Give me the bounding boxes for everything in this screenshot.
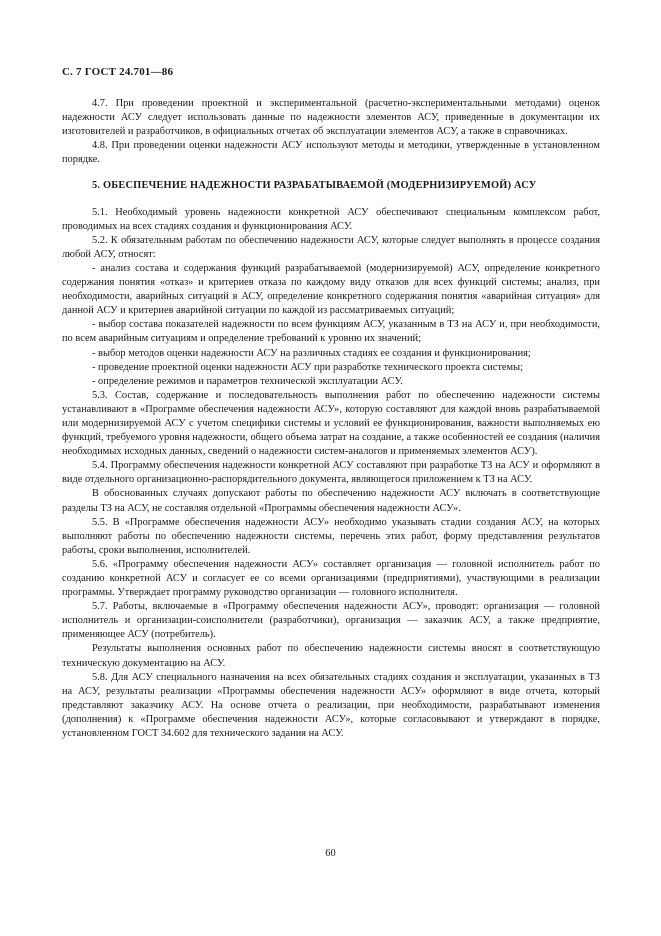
section-title: 5. ОБЕСПЕЧЕНИЕ НАДЕЖНОСТИ РАЗРАБАТЫВАЕМОЙ (МОДЕРНИЗИРУЕМОЙ) АСУ	[92, 180, 537, 192]
paragraph-4-8: 4.8. При проведении оценки надежности АСУ используют методы и методики, утвержденные в установленном порядке.	[62, 140, 600, 166]
list-item: - проведение проектной оценки надежности АСУ при разработке технического проекта системы;	[92, 361, 523, 373]
paragraph-5-3: 5.3. Состав, содержание и последовательность выполнения работ по обеспечению надежности системы устанавливают в «Программе обеспечения надежности АСУ», которую составляют для каждой вновь разрабатываемой или модернизируемой АСУ с учетом специфики системы и условий ее функционирования, важности выполняемых ею функций, требуемого уровня надежности, общего объема затрат на создание, а также особенностей ее создания (наличия необходимых исходных данных, сведений о надежности систем-аналогов и применяемых элементов АСУ).	[62, 389, 600, 458]
paragraph-5-4: 5.4. Программу обеспечения надежности конкретной АСУ составляют при разработке ТЗ на АСУ и оформляют в виде отдельного организационно-распорядительного документа, являющегося приложением к ТЗ на АСУ.	[62, 460, 600, 486]
paragraph-5-5: 5.5. В «Программе обеспечения надежности АСУ» необходимо указывать стадии создания АСУ, на которых выполняют работы по обеспечению надежности системы, перечень этих работ, форму представления результатов работы, сроки выполнения, исполнителей.	[62, 516, 600, 556]
paragraph-5-1: 5.1. Необходимый уровень надежности конкретной АСУ обеспечивают специальным комплексом работ, проводимых на всех стадиях создания и функционирования АСУ.	[62, 206, 600, 232]
paragraph-5-7-results: Результаты выполнения основных работ по обеспечению надежности системы вносят в соответствующую техническую документацию на АСУ.	[62, 643, 600, 669]
paragraph-5-6: 5.6. «Программу обеспечения надежности АСУ» составляет организация — головной исполнитель работ по созданию конкретной АСУ и согласует ее со всеми организациями (предприятиями), участвующими в реализации программы. Утверждает программу руководство организации — головного исполнителя.	[62, 558, 600, 599]
list-item: - анализ состава и содержания функций разрабатываемой (модернизируемой) АСУ, определение конкретного содержания понятия «отказ» и критериев отказа по каждому виду отказов для всех функций системы; анализ, при необходимости, аварийных ситуаций в АСУ, определение конкретного содержания понятия «аварийная ситуация» для данной АСУ и критериев аварийной ситуации по каждой из рассматриваемых ситуаций;	[62, 262, 600, 317]
paragraph-5-2: 5.2. К обязательным работам по обеспечению надежности АСУ, которые следует выполнять в процессе создания любой АСУ, относят:	[62, 234, 600, 260]
page-header: С. 7 ГОСТ 24.701—86	[62, 66, 174, 78]
paragraph-4-7: 4.7. При проведении проектной и экспериментальной (расчетно-экспериментальными методами) оценок надежности АСУ следует использовать данные по надежности элементов АСУ, приведенные в документации их изготовителей и разработчиков, в официальных отчетах об эксплуатации элементов АСУ, а также в справочниках.	[62, 98, 600, 138]
paragraph-5-7: 5.7. Работы, включаемые в «Программу обеспечения надежности АСУ», проводят: организация — головной исполнитель и организации-соисполнители (разработчики), организация — заказчик АСУ, а также предприятие, применяющее АСУ (потребитель).	[62, 601, 600, 641]
document-body	[62, 97, 600, 741]
paragraph-5-4-note: В обоснованных случаях допускают работы по обеспечению надежности АСУ включать в соответствующие разделы ТЗ на АСУ, не составляя отдельной «Программы обеспечения надежности АСУ».	[62, 488, 600, 514]
page-number: 60	[325, 848, 336, 859]
paragraph-5-8: 5.8. Для АСУ специального назначения на всех обязательных стадиях создания и эксплуатации, указанных в ТЗ на АСУ, результаты реализации «Программы обеспечения надежности АСУ» оформляют в виде отчета, который представляют заказчику АСУ. На основе отчета о реализации, при необходимости, разрабатывают изменения (дополнения) к «Программе обеспечения надежности АСУ», которые согласовывают и утверждают в порядке, установленном ГОСТ 34.602 для технического задания на АСУ.	[62, 671, 600, 740]
list-item: - определение режимов и параметров технической эксплуатации АСУ.	[92, 375, 403, 387]
list-item: - выбор методов оценки надежности АСУ на различных стадиях ее создания и функционирования;	[92, 347, 531, 359]
list-item: - выбор состава показателей надежности по всем функциям АСУ, указанным в ТЗ на АСУ и, при необходимости, по всем аварийным ситуациям и определение требований к уровню их значений;	[62, 319, 600, 345]
